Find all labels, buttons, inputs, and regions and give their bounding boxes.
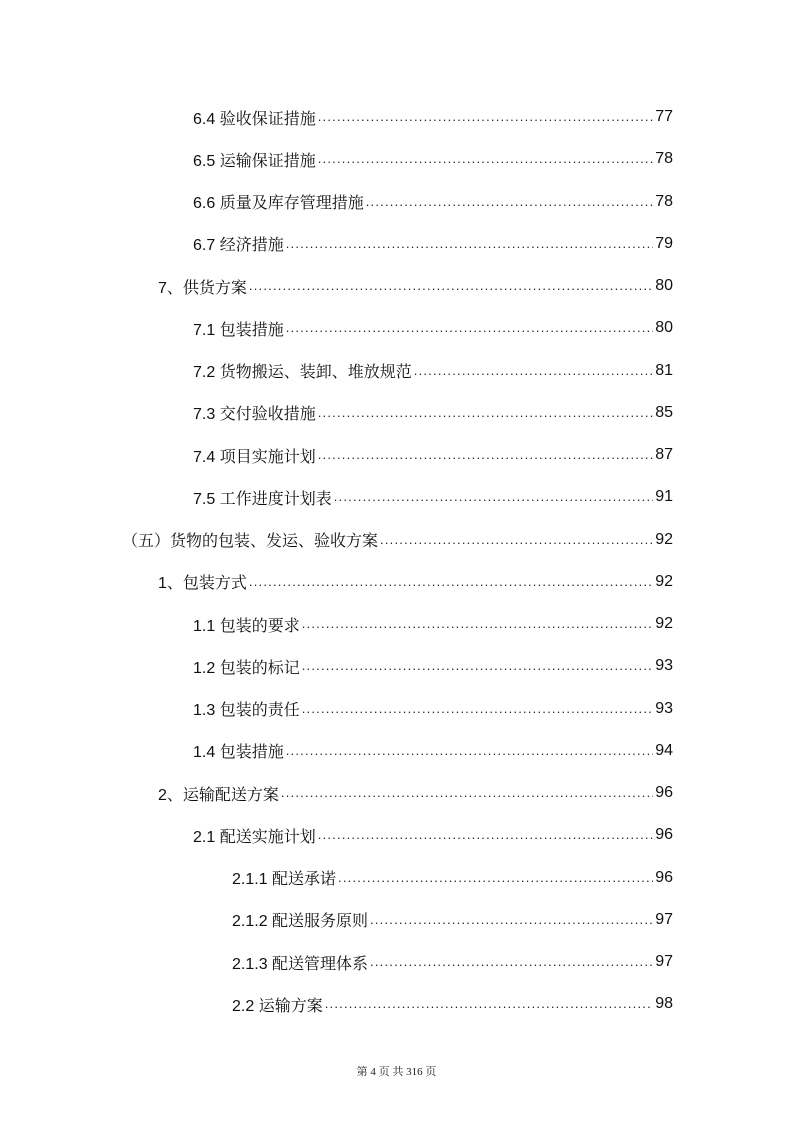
toc-entry-title: 7.3 交付验收措施: [193, 406, 316, 424]
toc-entry-title: 7.2 货物搬运、装卸、堆放规范: [193, 364, 412, 381]
toc-entry-title: 2.2 运输方案: [232, 997, 323, 1015]
toc-entry[interactable]: [0, 191, 673, 213]
toc-entry-page-number: 91: [655, 488, 673, 506]
toc-entry-page-number: 87: [655, 446, 673, 463]
toc-entry-page-number: 93: [655, 657, 673, 675]
dot-leader: [281, 782, 653, 804]
dot-leader: [286, 233, 654, 255]
toc-entry-page-number: 96: [655, 784, 673, 801]
toc-entry[interactable]: [0, 909, 673, 931]
dot-leader: [249, 275, 653, 297]
dot-leader: [318, 106, 654, 128]
toc-entry-title: 7.5 工作进度计划表: [193, 490, 332, 508]
toc-entry-page-number: 94: [655, 741, 673, 759]
dot-leader: [366, 191, 654, 213]
toc-entry-title: 7.4 项目实施计划: [193, 448, 316, 466]
toc-entry-title: 6.6 质量及库存管理措施: [193, 195, 364, 212]
toc-entry[interactable]: [0, 529, 673, 551]
toc-entry[interactable]: [0, 486, 673, 508]
toc-entry[interactable]: [0, 275, 673, 297]
toc-entry-page-number: 81: [655, 361, 673, 379]
toc-entry-page-number: 80: [655, 319, 673, 337]
toc-entry[interactable]: [0, 782, 673, 804]
toc-entry-title: 1.2 包装的标记: [193, 659, 300, 677]
toc-entry[interactable]: [0, 106, 673, 128]
page-footer: 第 4 页 共 316 页: [356, 1066, 437, 1078]
toc-entry-title: 7.1 包装措施: [193, 321, 284, 339]
toc-entry-title: 1.3 包装的责任: [193, 702, 300, 719]
toc-entry-page-number: 85: [655, 403, 673, 421]
dot-leader: [338, 867, 653, 889]
dot-leader: [318, 402, 654, 424]
dot-leader: [286, 740, 654, 762]
dot-leader: [286, 317, 654, 339]
toc-entry[interactable]: [0, 402, 673, 424]
toc-entry-page-number: 78: [655, 150, 673, 168]
toc-entry-title: 2.1.3 配送管理体系: [232, 955, 369, 973]
toc-entry-title: 7、供货方案: [158, 279, 247, 297]
toc-entry-title: 2.1.1 配送承诺: [232, 871, 337, 888]
toc-entry[interactable]: [0, 360, 673, 382]
toc-entry[interactable]: [0, 698, 673, 720]
toc-entry-title: 6.4 验收保证措施: [193, 110, 316, 128]
toc-entry[interactable]: [0, 867, 673, 889]
dot-leader: [370, 909, 653, 931]
dot-leader: [302, 698, 654, 720]
dot-leader: [249, 571, 653, 593]
toc-entry[interactable]: [0, 993, 673, 1015]
toc-entry-title: 1.1 包装的要求: [193, 617, 300, 635]
toc-entry[interactable]: [0, 444, 673, 466]
dot-leader: [370, 951, 653, 973]
toc-entry[interactable]: [0, 740, 673, 762]
toc-entry[interactable]: [0, 824, 673, 846]
toc-entry-page-number: 98: [655, 995, 673, 1013]
toc-entry[interactable]: [0, 951, 673, 973]
toc-entry-title: 1、包装方式: [158, 575, 247, 593]
dot-leader: [318, 148, 654, 170]
toc-entry[interactable]: [0, 148, 673, 170]
toc-entry-page-number: 96: [655, 868, 673, 886]
dot-leader: [302, 613, 654, 635]
toc-entry-title: 2、运输配送方案: [158, 786, 279, 804]
dot-leader: [414, 360, 654, 382]
toc-entry-page-number: 97: [655, 953, 673, 970]
dot-leader: [334, 486, 654, 508]
toc-entry[interactable]: [0, 317, 673, 339]
toc-entry-title: 2.1.2 配送服务原则: [232, 913, 369, 931]
dot-leader: [302, 655, 654, 677]
toc-entry-page-number: 77: [655, 108, 673, 125]
dot-leader: [318, 824, 654, 846]
toc-entry-title: 2.1 配送实施计划: [193, 828, 316, 846]
dot-leader: [318, 444, 654, 466]
toc-entry-page-number: 93: [655, 699, 673, 717]
toc-entry-page-number: 92: [655, 530, 673, 548]
toc-entry-title: 6.7 经济措施: [193, 237, 284, 255]
dot-leader: [325, 993, 654, 1015]
toc-entry-page-number: 97: [655, 910, 673, 928]
toc-entry-page-number: 78: [655, 192, 673, 210]
toc-entry-page-number: 80: [655, 277, 673, 294]
toc-entry[interactable]: [0, 655, 673, 677]
toc-entry-page-number: 92: [655, 572, 673, 590]
toc-entry[interactable]: [0, 613, 673, 635]
toc-entry-title: 1.4 包装措施: [193, 744, 284, 762]
toc-entry-page-number: 92: [655, 615, 673, 632]
toc-entry-title: 6.5 运输保证措施: [193, 152, 316, 170]
toc-entry-title: （五）货物的包装、发运、验收方案: [122, 533, 379, 550]
toc-entry-page-number: 96: [655, 826, 673, 844]
toc-entry[interactable]: [0, 233, 673, 255]
toc-entry-page-number: 79: [655, 234, 673, 252]
dot-leader: [380, 529, 653, 551]
toc-entry[interactable]: [0, 571, 673, 593]
